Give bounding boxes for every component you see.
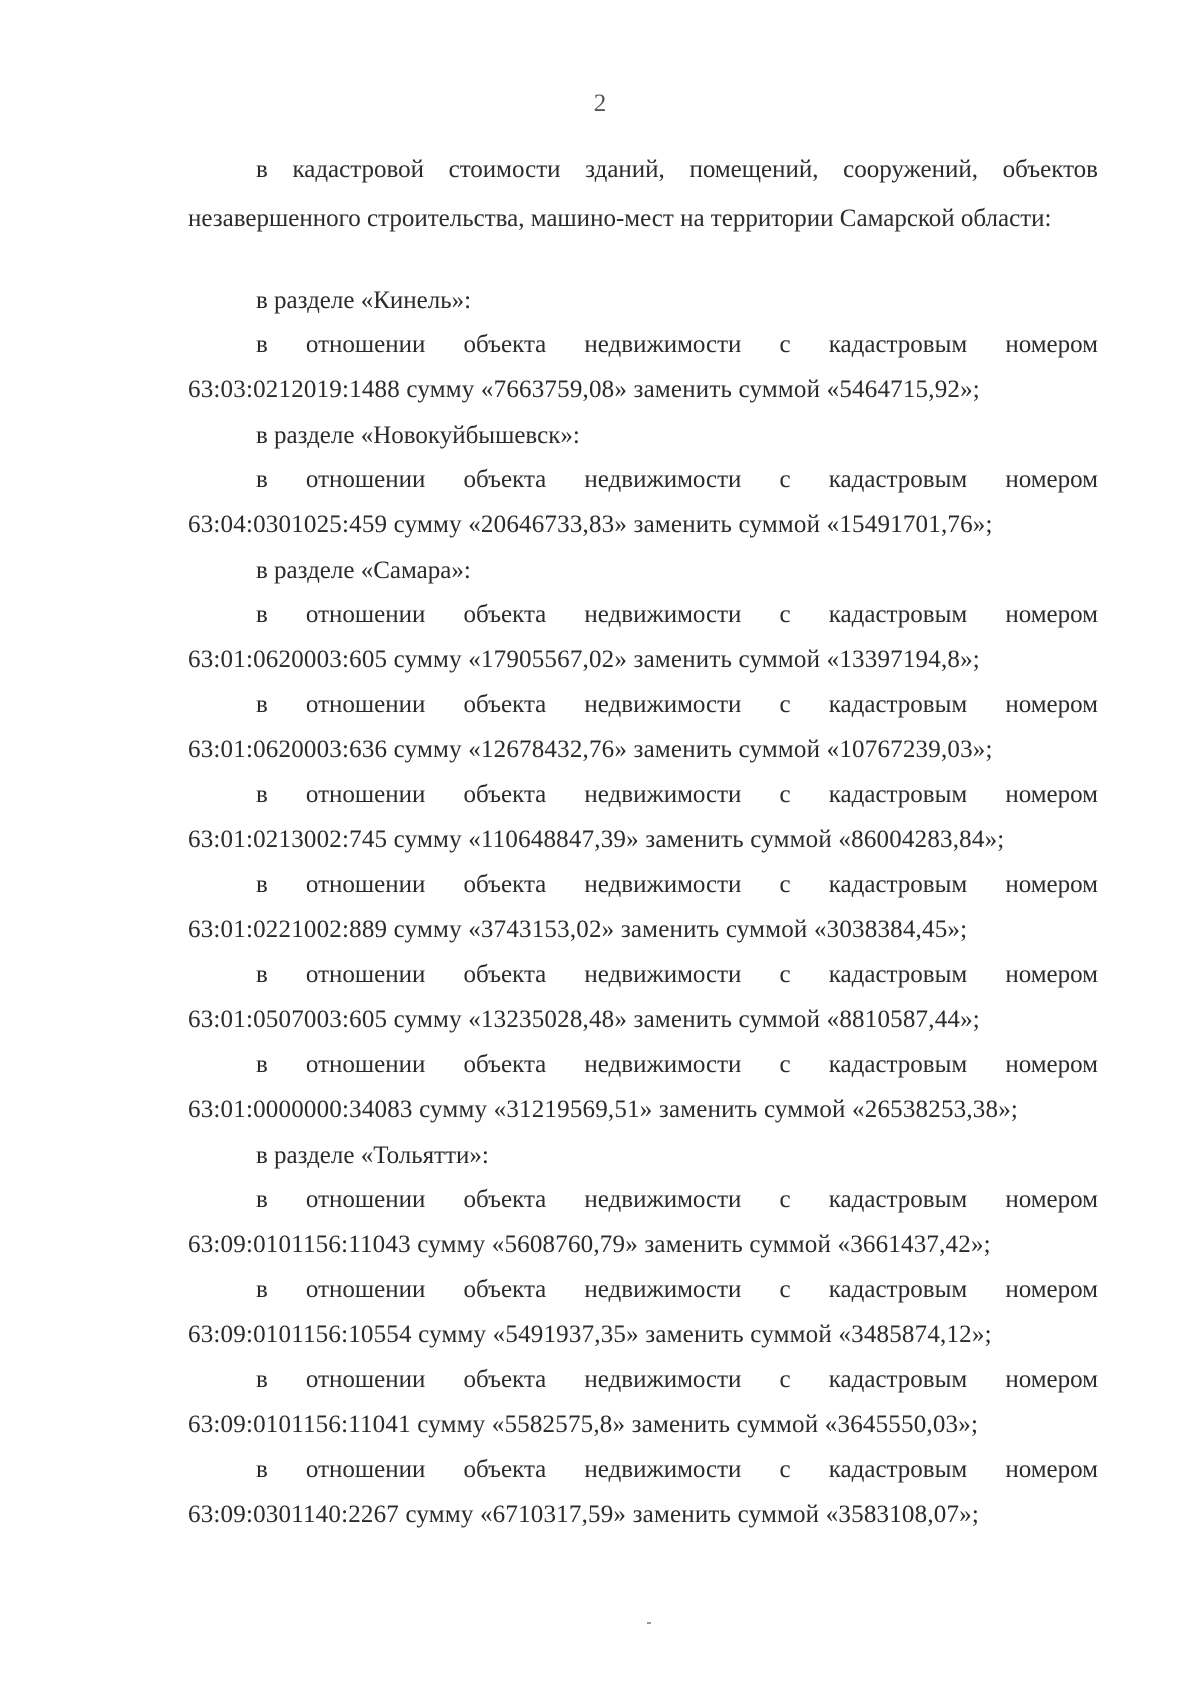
document-body — [188, 278, 1098, 1538]
entry-prefix: в отношении объекта недвижимости с кадастровым номером — [256, 871, 1098, 898]
page-number: 2 — [593, 90, 607, 117]
amendment-entry — [188, 953, 1098, 1043]
entry-prefix: в отношении объекта недвижимости с кадастровым номером — [256, 691, 1098, 718]
section-heading: в разделе «Новокуйбышевск»: — [256, 422, 580, 449]
entry-text: 63:09:0101156:11043 сумму «5608760,79» заменить суммой «3661437,42»; — [188, 1231, 991, 1258]
amendment-entry — [188, 1268, 1098, 1358]
amendment-entry — [188, 1358, 1098, 1448]
entry-text: 63:09:0101156:10554 сумму «5491937,35» заменить суммой «3485874,12»; — [188, 1321, 992, 1348]
amendment-entry — [188, 323, 1098, 413]
section-heading: в разделе «Самара»: — [256, 557, 471, 584]
entry-prefix: в отношении объекта недвижимости с кадастровым номером — [256, 331, 1098, 358]
section-heading: в разделе «Тольятти»: — [256, 1142, 489, 1169]
entry-text: 63:01:0213002:745 сумму «110648847,39» заменить суммой «86004283,84»; — [188, 826, 1005, 853]
entry-text: 63:01:0221002:889 сумму «3743153,02» заменить суммой «3038384,45»; — [188, 916, 968, 943]
entry-text: 63:01:0000000:34083 сумму «31219569,51» заменить суммой «26538253,38»; — [188, 1096, 1019, 1123]
amendment-entry — [188, 683, 1098, 773]
entry-prefix: в отношении объекта недвижимости с кадастровым номером — [256, 1186, 1098, 1213]
entry-prefix: в отношении объекта недвижимости с кадастровым номером — [256, 781, 1098, 808]
amendment-entry — [188, 1178, 1098, 1268]
scan-speck — [647, 1622, 651, 1624]
entry-prefix: в отношении объекта недвижимости с кадастровым номером — [256, 601, 1098, 628]
amendment-entry — [188, 593, 1098, 683]
amendment-entry — [188, 1043, 1098, 1133]
amendment-entry — [188, 1448, 1098, 1538]
entry-text: 63:09:0101156:11041 сумму «5582575,8» заменить суммой «3645550,03»; — [188, 1411, 979, 1438]
amendment-entry — [188, 863, 1098, 953]
section-heading: в разделе «Кинель»: — [256, 287, 472, 314]
intro-paragraph: в кадастровой стоимости зданий, помещений, сооружений, объектов незавершенного строительства, машино-мест на территории Самарской области: — [188, 156, 1098, 232]
entry-text: 63:01:0507003:605 сумму «13235028,48» заменить суммой «8810587,44»; — [188, 1006, 980, 1033]
entry-prefix: в отношении объекта недвижимости с кадастровым номером — [256, 961, 1098, 988]
entry-prefix: в отношении объекта недвижимости с кадастровым номером — [256, 1366, 1098, 1393]
entry-text: 63:04:0301025:459 сумму «20646733,83» заменить суммой «15491701,76»; — [188, 511, 993, 538]
entry-text: 63:01:0620003:636 сумму «12678432,76» заменить суммой «10767239,03»; — [188, 736, 993, 763]
entry-prefix: в отношении объекта недвижимости с кадастровым номером — [256, 1456, 1098, 1483]
entry-prefix: в отношении объекта недвижимости с кадастровым номером — [256, 1051, 1098, 1078]
amendment-entry — [188, 773, 1098, 863]
entry-text: 63:01:0620003:605 сумму «17905567,02» заменить суммой «13397194,8»; — [188, 646, 980, 673]
entry-text: 63:03:0212019:1488 сумму «7663759,08» заменить суммой «5464715,92»; — [188, 376, 980, 403]
entry-text: 63:09:0301140:2267 сумму «6710317,59» заменить суммой «3583108,07»; — [188, 1501, 980, 1528]
amendment-entry — [188, 458, 1098, 548]
entry-prefix: в отношении объекта недвижимости с кадастровым номером — [256, 466, 1098, 493]
entry-prefix: в отношении объекта недвижимости с кадастровым номером — [256, 1276, 1098, 1303]
